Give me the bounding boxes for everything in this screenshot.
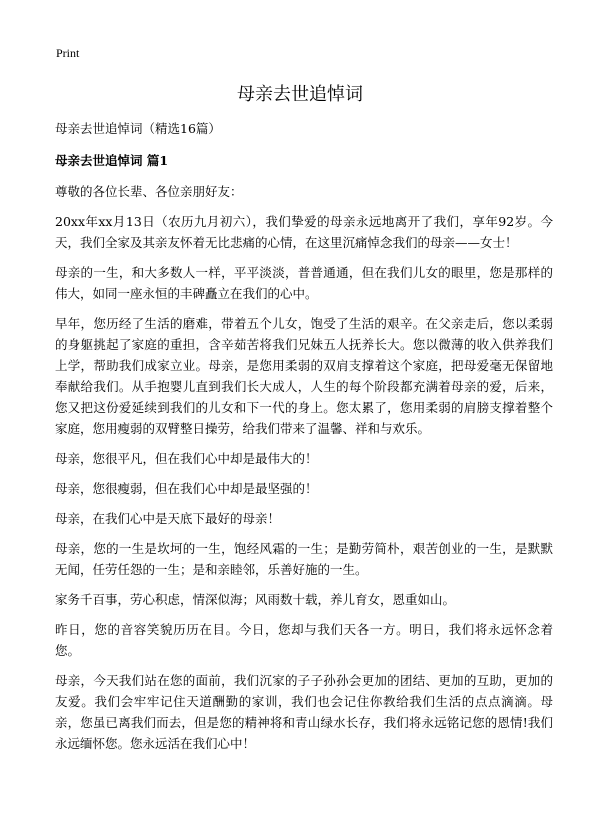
paragraph-greeting: 尊敬的各位长辈、各位亲朋好友： bbox=[55, 184, 243, 199]
paragraph: 母亲，您很瘦弱，但在我们心中却是最坚强的！ bbox=[55, 481, 318, 496]
paragraph: 母亲，您很平凡，但在我们心中却是最伟大的！ bbox=[55, 451, 318, 466]
paragraph: 母亲的一生，和大多数人一样，平平淡淡，普普通通，但在我们儿女的眼里，您是那样的伟大，如同一座永恒的丰碑矗立在我们的心中。 bbox=[55, 265, 553, 301]
page-title: 母亲去世追悼词 bbox=[237, 84, 363, 105]
paragraph: 20xx年xx月13日（农历九月初六），我们挚爱的母亲永远地离开了我们，享年92岁。今天，我们全家及其亲友怀着无比悲痛的心情，在这里沉痛悼念我们的母亲——女士！ bbox=[55, 214, 553, 250]
document-body bbox=[55, 120, 553, 763]
document-subtitle: 母亲去世追悼词（精选16篇） bbox=[55, 121, 221, 136]
paragraph: 家务千百事，劳心积虑，情深似海；风雨数十载，养儿育女，恩重如山。 bbox=[55, 592, 456, 607]
paragraph: 早年，您历经了生活的磨难，带着五个儿女，饱受了生活的艰辛。在父亲走后，您以柔弱的身躯挑起了家庭的重担，含辛茹苦将我们兄妹五人抚养长大。您以微薄的收入供养我们上学，帮助我们成家立业。母亲，是您用柔弱的双肩支撑着这个家庭，把母爱毫无保留地奉献给我们。从手抱婴儿直到我们长大成人，人生的每个阶段都充满着母亲的爱，后来，您又把这份爱延续到我们的儿女和下一代的身上。您太累了，您用柔弱的肩膀支撑着整个家庭，您用瘦弱的双臂整日操劳，给我们带来了温馨、祥和与欢乐。 bbox=[55, 316, 553, 436]
paragraph: 母亲，今天我们站在您的面前，我们沉家的子子孙孙会更加的团结、更加的互助，更加的友爱。我们会牢牢记住天道酬勤的家训，我们也会记住你教给我们生活的点点滴滴。母亲，您虽已离我们而去，但是您的精神将和青山绿水长存，我们将永远铭记您的恩情!我们永远缅怀您。您永远活在我们心中！ bbox=[55, 673, 553, 751]
paragraph: 母亲，在我们心中是天底下最好的母亲！ bbox=[55, 511, 281, 526]
paragraph: 母亲，您的一生是坎坷的一生，饱经风霜的一生；是勤劳简朴，艰苦创业的一生，是默默无闻，任劳任怨的一生；是和亲睦邻，乐善好施的一生。 bbox=[55, 541, 553, 577]
print-link[interactable]: Print bbox=[56, 46, 80, 60]
section-heading: 母亲去世追悼词 篇1 bbox=[55, 153, 169, 168]
paragraph: 昨日，您的音容笑貌历历在目。今日，您却与我们天各一方。明日，我们将永远怀念着您。 bbox=[55, 622, 553, 658]
